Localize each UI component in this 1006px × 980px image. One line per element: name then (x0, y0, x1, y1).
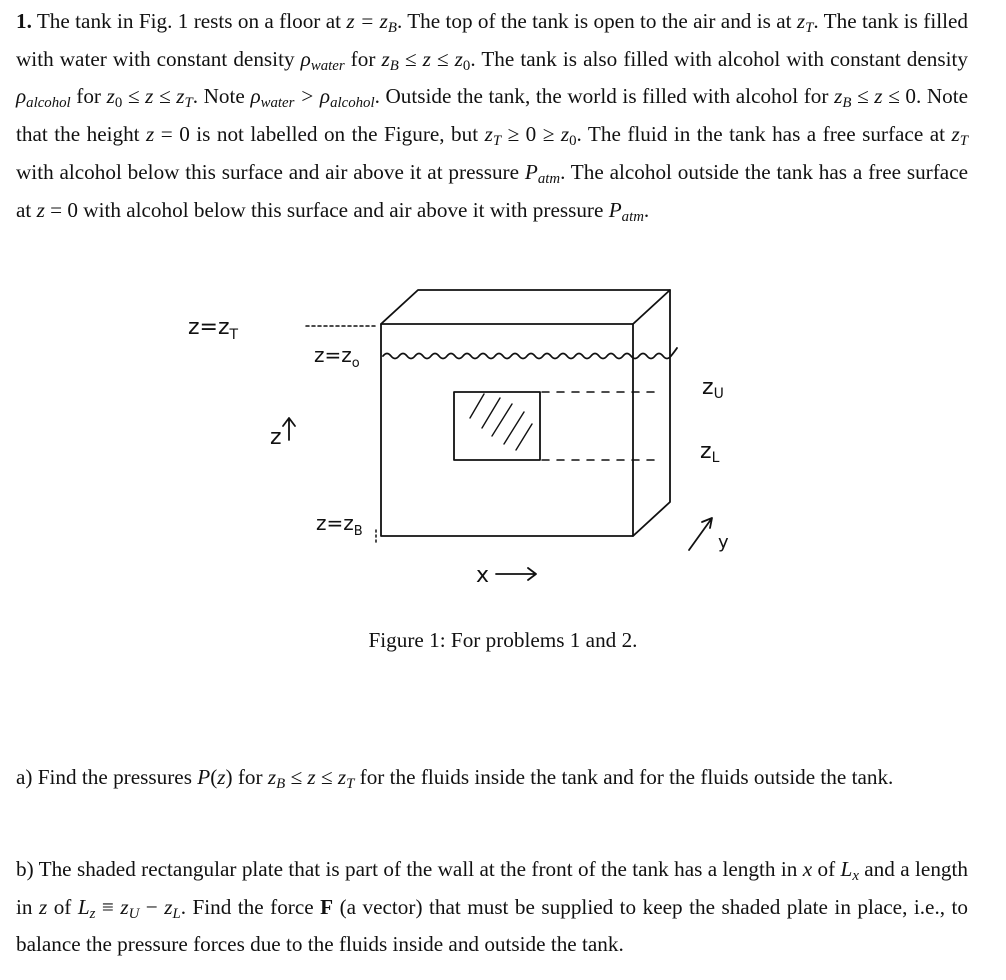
problem-segment: . The tank is filled with water with constant density (16, 9, 968, 71)
part-a-segment: ≤ z ≤ z (285, 765, 347, 789)
problem-segment: 0 (569, 133, 577, 150)
part-a-segment: P (197, 765, 211, 789)
label-z-bottom: $z=z_B$ (316, 511, 363, 539)
part-b-segment: . Find the force (180, 894, 321, 919)
problem-segment: . (643, 197, 650, 222)
problem-segment: . Note (192, 84, 251, 109)
problem-segment: The tank in Fig. 1 rests on a floor at (31, 9, 347, 33)
part-b-segment: z (164, 894, 173, 919)
part-b-segment: F (320, 894, 334, 919)
part-a-segment: for the fluids inside the tank and for the fluids outside the tank. (354, 765, 894, 789)
problem-segment: ≤ z ≤ (851, 84, 906, 109)
tank-side-face (633, 290, 670, 536)
problem-segment: P (608, 197, 622, 222)
problem-number: 1. (16, 9, 32, 33)
problem-segment: atm (537, 171, 561, 188)
tank-front-face (381, 324, 633, 536)
problem-text (16, 9, 969, 225)
problem-segment: ≤ z ≤ z (398, 46, 463, 71)
part-b-segment: x (852, 868, 859, 885)
part-a-segment: ) for (225, 765, 268, 789)
part-b-segment: z (38, 894, 48, 919)
problem-segment: ρ (16, 84, 27, 109)
problem-segment: z (36, 197, 45, 222)
problem-segment: B (387, 20, 397, 37)
label-z-upper: zU (702, 375, 724, 402)
label-x-axis: x (476, 563, 490, 586)
plate-hatching (470, 394, 532, 450)
problem-segment: z (484, 122, 493, 147)
problem-segment: T (492, 133, 502, 150)
part-b-segment: U (128, 905, 140, 922)
tank-top-face (381, 290, 670, 324)
label-z-zero: $z=z_o$ (314, 343, 360, 371)
problem-segment: . The top of the tank is open to the air and is at (396, 9, 797, 33)
problem-segment: T (959, 133, 968, 150)
part-a-segment: ( (210, 765, 218, 789)
label-z-top: $z=z_T$ (188, 315, 239, 343)
part-b-segment: x (802, 857, 813, 881)
problem-segment: for (70, 84, 107, 109)
problem-segment: z (951, 122, 960, 147)
problem-segment: 0 (114, 95, 123, 112)
problem-segment: alcohol (26, 95, 71, 112)
problem-segment: 0 (462, 57, 471, 74)
problem-segment: ≥ 0 ≥ (501, 122, 561, 147)
problem-segment: = 0 is not labelled on the Figure, but (154, 122, 485, 147)
problem-segment: > ρ (294, 84, 331, 109)
part-a-segment: B (276, 776, 286, 793)
problem-segment: with alcohol below this surface and air above it at pressure (16, 159, 525, 184)
problem-segment: ρ (300, 46, 311, 71)
z-arrow-icon (283, 418, 295, 440)
part-b-segment: (a vector) that must be supplied to keep the shaded plate in place, i.e., to balance the pressure forces due to the fluids inside and outside the tank. (16, 894, 968, 957)
part-b-segment: L (172, 905, 181, 922)
problem-segment: z (834, 84, 843, 109)
problem-segment: . The tank is also filled with alcohol with constant density (470, 46, 968, 71)
problem-segment: z (146, 122, 155, 147)
part-b-segment: L (77, 894, 90, 919)
part-a-segment: z (217, 765, 226, 789)
label-z-axis: z (270, 425, 282, 450)
problem-segment: alcohol (330, 95, 375, 112)
problem-segment: = 0 with alcohol below this surface and air above it with pressure (44, 197, 609, 222)
problem-segment: B (389, 57, 399, 74)
problem-segment: water (260, 95, 295, 112)
part-a-segment: T (346, 776, 355, 793)
part-b-question (16, 854, 968, 960)
part-b-segment: and a length in (16, 857, 968, 919)
problem-segment: T (805, 20, 814, 37)
label-y-axis: y (718, 532, 729, 553)
problem-segment: water (310, 57, 345, 74)
y-arrow-icon (689, 518, 712, 550)
problem-segment: 0. Note that the height (16, 84, 969, 147)
problem-segment: B (842, 95, 852, 112)
problem-statement (16, 6, 968, 232)
part-b-segment: ≡ (95, 894, 121, 919)
problem-segment: ≤ z ≤ z (122, 84, 185, 109)
problem-segment: ρ (250, 84, 261, 109)
figure-caption: Figure 1: For problems 1 and 2. (368, 628, 638, 652)
problem-segment: z (796, 9, 806, 33)
part-b-segment: z (89, 905, 96, 922)
x-arrow-icon (496, 568, 536, 580)
problem-segment: z = z (346, 9, 388, 33)
part-b-segment: of (47, 894, 78, 919)
problem-segment: z (106, 84, 115, 109)
problem-segment: P (524, 159, 538, 184)
part-a-segment: z (267, 765, 277, 789)
problem-segment: T (184, 95, 193, 112)
part-b-segment: b) The shaded rectangular plate that is part of the wall at the front of the tank has a length in (16, 857, 803, 881)
label-z-lower: zL (700, 439, 720, 466)
tank-figure (170, 268, 780, 586)
part-b-segment: L (840, 857, 853, 881)
problem-segment: atm (621, 208, 644, 225)
problem-segment: . The fluid in the tank has a free surface at (576, 122, 952, 147)
problem-segment: . The alcohol outside the tank has a free surface at (16, 159, 968, 222)
part-b-segment: of (812, 857, 841, 881)
problem-segment: . Outside the tank, the world is filled with alcohol for (374, 84, 835, 109)
problem-segment: z (560, 122, 570, 147)
part-b-segment: − (139, 894, 165, 919)
part-b-segment: z (120, 894, 129, 919)
part-a-segment: a) Find the pressures (16, 765, 198, 789)
problem-segment: for (344, 46, 382, 71)
problem-segment: z (381, 46, 390, 71)
part-a-question (16, 762, 968, 800)
